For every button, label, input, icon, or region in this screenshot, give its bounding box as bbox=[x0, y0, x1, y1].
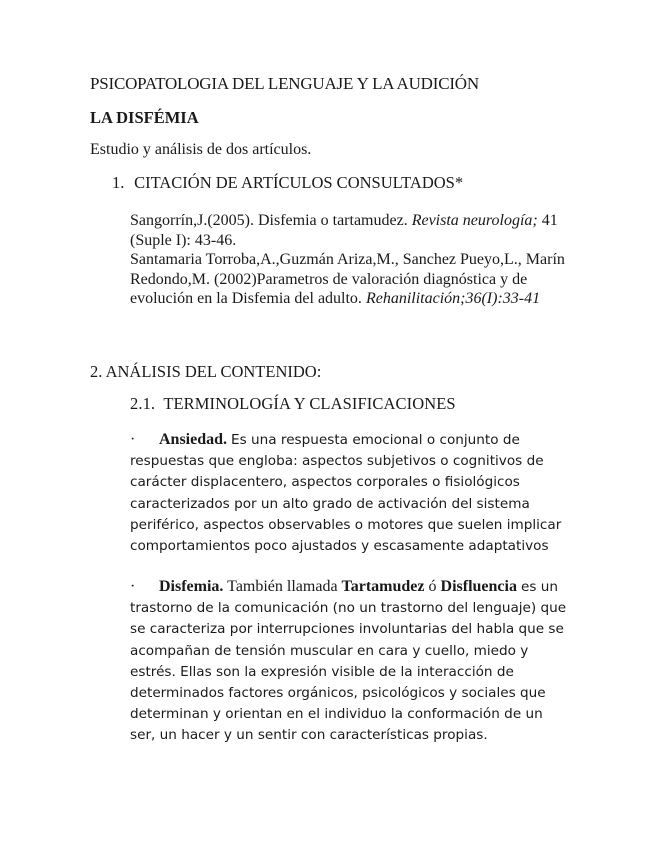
subsection-heading-text: TERMINOLOGÍA Y CLASIFICACIONES bbox=[163, 394, 456, 413]
document-title: PSICOPATOLOGIA DEL LENGUAJE Y LA AUDICIÓN bbox=[90, 74, 479, 93]
reference-authors: Sangorrín,J.(2005). Disfemia o tartamudez. bbox=[130, 212, 408, 229]
reference-journal: Rehanilitación;36(I):33-41 bbox=[365, 290, 541, 307]
bullet-icon: · bbox=[130, 431, 136, 448]
section1-heading bbox=[112, 173, 463, 193]
term-synonym: Tartamudez bbox=[341, 578, 425, 595]
subsection-number: 2.1. bbox=[130, 394, 156, 413]
references-list bbox=[130, 211, 570, 309]
term-definition: Es una respuesta emocional o conjunto de respuestas que engloba: aspectos subjetivos o cognitivos de carácter displacentero, aspectos corporales o fisiológicos caracterizados por un alto grado de activación del sistema periférico, aspectos observables o motores que suelen implicar comportamientos poco ajustados y escasamente adaptativos bbox=[130, 432, 562, 555]
document-subtitle: LA DISFÉMIA bbox=[90, 108, 199, 127]
term-name: Ansiedad. bbox=[159, 431, 228, 448]
section1-number: 1. bbox=[112, 173, 125, 192]
bullet-icon: · bbox=[130, 578, 136, 595]
term-definition: es un trastorno de la comunicación (no un trastorno del lenguaje) que se caracteriza por interrupciones involuntarias del habla que se acompañan de tensión muscular en cara y cuello, miedo y estrés. Ellas son la expresión visible de la interacción de determinados factores orgánicos, psicológicos y sociales que determinan y orientan en el individuo la conformación de un ser, un hacer y un sentir con características propias. bbox=[130, 579, 567, 744]
term-name: Disfemia. bbox=[159, 578, 224, 595]
reference-journal: Revista neurología; bbox=[411, 212, 538, 229]
term-also-called: También llamada bbox=[227, 578, 338, 595]
reference-authors: Santamaria Torroba,A.,Guzmán Ariza,M., Sanchez Pueyo,L., Marín Redondo,M. (2002)Parametros de valoración diagnóstica y de evolución en la Disfemia del adulto. bbox=[130, 251, 565, 307]
term-synonym: Disfluencia bbox=[440, 578, 517, 595]
section1-heading-text: CITACIÓN DE ARTÍCULOS CONSULTADOS* bbox=[134, 173, 464, 192]
reference-item bbox=[130, 211, 570, 250]
section2-heading: 2. ANÁLISIS DEL CONTENIDO: bbox=[90, 362, 322, 381]
term-entry-ansiedad bbox=[130, 429, 570, 557]
term-conjunction: ó bbox=[428, 578, 437, 595]
subsection-heading bbox=[130, 394, 456, 414]
reference-item bbox=[130, 250, 570, 309]
document-intro: Estudio y análisis de dos artículos. bbox=[90, 141, 312, 158]
term-entry-disfemia bbox=[130, 576, 570, 747]
reference-details: 41 (Suple I): 43-46. bbox=[130, 212, 558, 249]
